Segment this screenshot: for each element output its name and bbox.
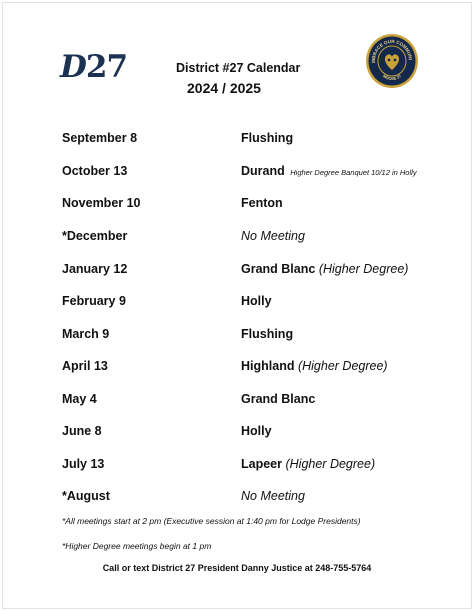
meeting-date: *December	[62, 229, 128, 243]
no-meeting-label: No Meeting	[241, 489, 305, 503]
moose-community-seal	[365, 33, 419, 89]
meeting-location	[241, 487, 305, 505]
seal-arc-subtextpath: MOOSE 27	[381, 73, 403, 82]
higher-degree-footnote: *Higher Degree meetings begin at 1 pm	[62, 541, 212, 551]
contact-line: Call or text District 27 President Danny Justice at 248-755-5764	[102, 563, 372, 573]
meeting-date: June 8	[62, 424, 102, 438]
calendar-title: District #27 Calendar	[176, 61, 301, 75]
meeting-row	[0, 260, 474, 278]
meeting-row	[0, 390, 474, 408]
logo-number: 27	[85, 49, 128, 85]
meeting-date: January 12	[62, 262, 128, 276]
meeting-location	[241, 260, 408, 278]
meeting-row	[0, 422, 474, 440]
meeting-row	[0, 487, 474, 505]
location-name: Flushing	[241, 131, 294, 145]
higher-degree-tag: (Higher Degree)	[297, 359, 388, 373]
meeting-location	[241, 422, 272, 440]
meeting-time-footnote: *All meetings start at 2 pm (Executive session at 1:40 pm for Lodge Presidents)	[62, 516, 361, 526]
meeting-date: November 10	[62, 196, 141, 210]
calendar-year: 2024 / 2025	[187, 80, 261, 96]
meeting-row	[0, 455, 474, 473]
no-meeting-label: No Meeting	[241, 229, 305, 243]
meeting-location	[241, 325, 293, 343]
location-name: Lapeer	[241, 457, 282, 471]
location-name: Highland	[241, 359, 295, 373]
meeting-date: July 13	[62, 457, 105, 471]
location-name: Holly	[241, 294, 272, 308]
figure-icon	[394, 59, 397, 62]
meeting-date: October 13	[62, 164, 128, 178]
meeting-location	[241, 227, 305, 245]
meeting-date: April 13	[62, 359, 108, 373]
meeting-location	[241, 357, 388, 375]
location-name: Durand	[241, 164, 285, 178]
meeting-location	[241, 194, 283, 212]
seal-arc-textpath: MBRACE OUR COMMUNI	[370, 38, 413, 63]
location-name: Grand Blanc	[241, 262, 316, 276]
logo-letter: D	[60, 49, 86, 85]
meeting-location	[241, 162, 417, 182]
meeting-location	[241, 390, 315, 408]
meeting-row	[0, 129, 474, 147]
meeting-date: *August	[62, 489, 110, 503]
figure-icon	[388, 59, 391, 62]
meeting-row	[0, 325, 474, 343]
location-name: Holly	[241, 424, 272, 438]
banquet-note: Higher Degree Banquet 10/12 in Holly	[290, 168, 417, 177]
higher-degree-tag: (Higher Degree)	[318, 262, 409, 276]
location-name: Fenton	[241, 196, 283, 210]
meeting-row	[0, 357, 474, 375]
meeting-location	[241, 129, 293, 147]
meeting-row	[0, 227, 474, 245]
meeting-location	[241, 292, 272, 310]
meeting-row	[0, 162, 474, 180]
higher-degree-tag: (Higher Degree)	[285, 457, 376, 471]
meeting-row	[0, 194, 474, 212]
meeting-location	[241, 455, 375, 473]
meeting-date: May 4	[62, 392, 97, 406]
location-name: Grand Blanc	[241, 392, 316, 406]
meeting-date: February 9	[62, 294, 126, 308]
meeting-date: March 9	[62, 327, 110, 341]
district-27-logo	[60, 50, 127, 84]
location-name: Flushing	[241, 327, 294, 341]
meeting-row	[0, 292, 474, 310]
meeting-date: September 8	[62, 131, 138, 145]
